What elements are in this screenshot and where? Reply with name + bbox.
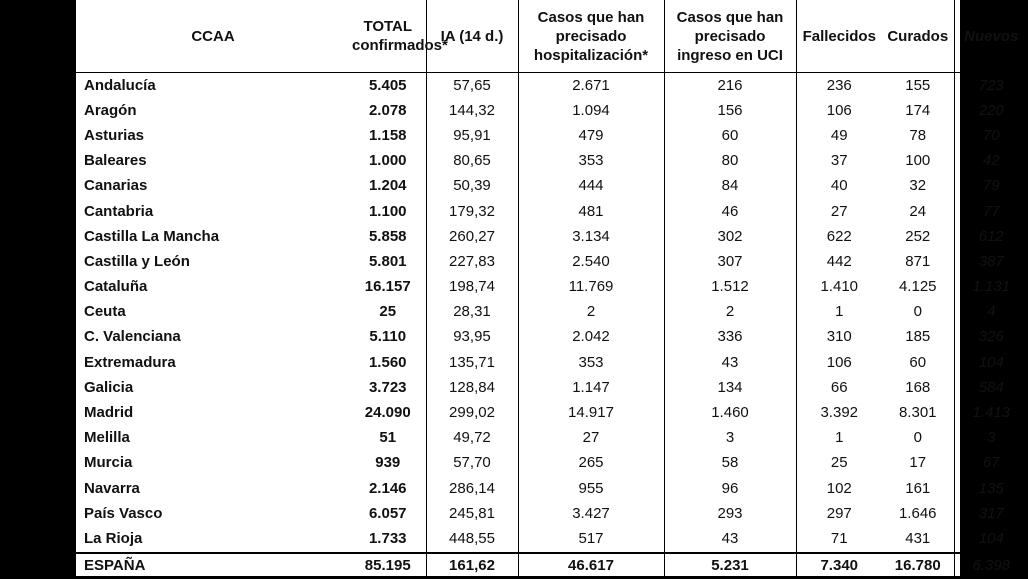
table-row — [76, 98, 1028, 123]
cell-curados: 185 — [905, 328, 931, 346]
cell-fallecidos: 37 — [796, 149, 882, 174]
cell-uci: 2 — [664, 300, 796, 325]
cell-ia: 448,55 — [426, 526, 518, 552]
header-total — [350, 0, 448, 73]
header-total-line-2: confirmados* — [352, 37, 448, 54]
cell-curados: 168 — [905, 378, 931, 396]
cell-uci: 134 — [664, 375, 796, 400]
cell-nuevos: 387 — [954, 249, 1028, 274]
cell-ccaa: Ceuta — [84, 303, 126, 321]
cell-ia: 198,74 — [426, 275, 518, 300]
cell-ccaa: Asturias — [84, 126, 145, 144]
header-uci — [664, 0, 796, 73]
cell-total: 85.195 — [350, 553, 426, 579]
header-ccaa: CCAA — [76, 0, 350, 73]
cell-nuevos: 67 — [954, 451, 1028, 476]
cell-ia: 95,91 — [426, 123, 518, 148]
table-row — [76, 249, 1028, 274]
cell-total: 1.204 — [368, 177, 407, 195]
covid-data-table — [76, 0, 1028, 579]
cell-hosp: 517 — [518, 526, 664, 552]
cell-ia: 260,27 — [426, 224, 518, 249]
cell-ccaa: Cantabria — [84, 202, 154, 220]
cell-curados: 60 — [909, 353, 927, 371]
cell-total: 24.090 — [364, 404, 411, 422]
cell-ccaa: Castilla La Mancha — [84, 227, 220, 245]
cell-hosp: 3.427 — [518, 501, 664, 526]
cell-total: 6.057 — [368, 504, 407, 522]
cell-fallecidos: 25 — [796, 451, 882, 476]
cell-nuevos: 104 — [954, 526, 1028, 552]
cell-nuevos: 220 — [954, 98, 1028, 123]
cell-uci: 80 — [664, 149, 796, 174]
cell-ia: 128,84 — [426, 375, 518, 400]
header-hosp — [518, 0, 664, 73]
table-row — [76, 149, 1028, 174]
cell-uci: 1.512 — [664, 275, 796, 300]
cell-fallecidos: 1 — [796, 426, 882, 451]
cell-ccaa: Cataluña — [84, 278, 148, 296]
cell-total: 1.560 — [368, 353, 407, 371]
cell-ccaa: La Rioja — [84, 529, 143, 547]
total-row — [76, 553, 1028, 579]
cell-total: 51 — [379, 429, 397, 447]
cell-fallecidos: 1.410 — [796, 275, 882, 300]
cell-ia: 28,31 — [426, 300, 518, 325]
cell-hosp: 353 — [518, 149, 664, 174]
header-hosp-line-1: Casos que han — [537, 8, 645, 26]
cell-ia: 227,83 — [426, 249, 518, 274]
cell-curados: 155 — [905, 76, 931, 94]
cell-fallecidos: 7.340 — [796, 553, 882, 579]
table-row — [76, 451, 1028, 476]
cell-total: 2.146 — [368, 479, 407, 497]
cell-fallecidos: 297 — [796, 501, 882, 526]
table-row — [76, 476, 1028, 501]
cell-ccaa: Andalucía — [84, 76, 156, 94]
cell-nuevos: 584 — [954, 375, 1028, 400]
cell-nuevos: 70 — [954, 123, 1028, 148]
table-row — [76, 174, 1028, 199]
cell-uci: 5.231 — [664, 553, 796, 579]
cell-hosp: 46.617 — [518, 553, 664, 579]
table-row — [76, 375, 1028, 400]
cell-total: 5.801 — [368, 252, 407, 270]
cell-total: 1.100 — [368, 202, 407, 220]
cell-nuevos: 723 — [954, 73, 1028, 99]
cell-nuevos: 104 — [954, 350, 1028, 375]
cell-total: 16.157 — [364, 278, 411, 296]
cell-ccaa: Murcia — [84, 454, 133, 472]
cell-curados: 24 — [909, 202, 927, 220]
cell-ccaa: C. Valenciana — [84, 328, 181, 346]
cell-curados: 8.301 — [898, 404, 937, 422]
cell-uci: 302 — [664, 224, 796, 249]
cell-total: 1.000 — [368, 152, 407, 170]
cell-ia: 57,70 — [426, 451, 518, 476]
cell-ia: 286,14 — [426, 476, 518, 501]
header-ia: IA (14 d.) — [426, 0, 518, 73]
cell-ia: 50,39 — [426, 174, 518, 199]
cell-total: 5.858 — [368, 227, 407, 245]
cell-total: 2.078 — [368, 101, 407, 119]
cell-ia: 57,65 — [426, 73, 518, 99]
cell-fallecidos: 310 — [796, 325, 882, 350]
table-row — [76, 123, 1028, 148]
cell-ccaa: Aragón — [84, 101, 137, 119]
cell-ia: 49,72 — [426, 426, 518, 451]
cell-fallecidos: 66 — [796, 375, 882, 400]
table-row — [76, 73, 1028, 99]
cell-total: 1.733 — [368, 529, 407, 547]
cell-hosp: 2 — [518, 300, 664, 325]
cell-nuevos: 4 — [954, 300, 1028, 325]
table-row — [76, 501, 1028, 526]
cell-nuevos: 3 — [954, 426, 1028, 451]
cell-ia: 144,32 — [426, 98, 518, 123]
cell-uci: 84 — [664, 174, 796, 199]
cell-hosp: 265 — [518, 451, 664, 476]
cell-ccaa: Castilla y León — [84, 252, 190, 270]
cell-hosp: 11.769 — [518, 275, 664, 300]
cell-nuevos: 317 — [954, 501, 1028, 526]
cell-hosp: 444 — [518, 174, 664, 199]
cell-ia: 299,02 — [426, 400, 518, 425]
cell-uci: 336 — [664, 325, 796, 350]
cell-uci: 307 — [664, 249, 796, 274]
table-row — [76, 350, 1028, 375]
header-nuevos: Nuevos — [954, 0, 1028, 73]
cell-total: 939 — [375, 454, 401, 472]
cell-hosp: 353 — [518, 350, 664, 375]
cell-hosp: 1.094 — [518, 98, 664, 123]
table-body — [76, 73, 1028, 579]
cell-hosp: 27 — [518, 426, 664, 451]
document-page — [76, 0, 1019, 576]
cell-curados: 871 — [905, 252, 931, 270]
table-row — [76, 426, 1028, 451]
table-row — [76, 275, 1028, 300]
cell-fallecidos: 236 — [796, 73, 882, 99]
cell-curados: 1.646 — [898, 504, 937, 522]
cell-fallecidos: 1 — [796, 300, 882, 325]
cell-uci: 58 — [664, 451, 796, 476]
cell-fallecidos: 3.392 — [796, 400, 882, 425]
cell-total: 25 — [379, 303, 397, 321]
table-row — [76, 300, 1028, 325]
table-row — [76, 400, 1028, 425]
cell-fallecidos: 106 — [796, 98, 882, 123]
cell-fallecidos: 49 — [796, 123, 882, 148]
cell-ccaa: Canarias — [84, 177, 148, 195]
cell-ccaa: Melilla — [84, 429, 130, 447]
header-hosp-line-2: precisado — [555, 27, 627, 45]
cell-ccaa: Madrid — [84, 404, 134, 422]
cell-ia: 80,65 — [426, 149, 518, 174]
cell-curados: 78 — [909, 126, 927, 144]
cell-curados: 0 — [913, 429, 922, 447]
cell-curados: 252 — [905, 227, 931, 245]
cell-hosp: 479 — [518, 123, 664, 148]
cell-curados: 100 — [905, 152, 931, 170]
header-uci-line-2: precisado — [694, 27, 766, 45]
table-row — [76, 526, 1028, 552]
cell-fallecidos: 102 — [796, 476, 882, 501]
header-uci-line-3: ingreso en UCI — [677, 46, 783, 64]
cell-fallecidos: 27 — [796, 199, 882, 224]
cell-total: 1.158 — [368, 126, 407, 144]
cell-uci: 60 — [664, 123, 796, 148]
cell-curados: 17 — [909, 454, 927, 472]
cell-uci: 43 — [664, 350, 796, 375]
header-hosp-line-3: hospitalización* — [533, 46, 649, 64]
cell-uci: 96 — [664, 476, 796, 501]
cell-nuevos: 6.398 — [954, 553, 1028, 579]
table-row — [76, 325, 1028, 350]
cell-total: 3.723 — [368, 378, 407, 396]
cell-uci: 1.460 — [664, 400, 796, 425]
cell-fallecidos: 71 — [796, 526, 882, 552]
cell-fallecidos: 40 — [796, 174, 882, 199]
header-fallecidos: Fallecidos — [796, 0, 882, 73]
cell-uci: 43 — [664, 526, 796, 552]
table-row — [76, 224, 1028, 249]
cell-uci: 3 — [664, 426, 796, 451]
cell-hosp: 2.671 — [518, 73, 664, 99]
cell-total: 5.110 — [369, 328, 407, 346]
cell-ia: 135,71 — [426, 350, 518, 375]
table-header — [76, 0, 1028, 73]
cell-hosp: 2.540 — [518, 249, 664, 274]
cell-uci: 216 — [664, 73, 796, 99]
cell-hosp: 1.147 — [518, 375, 664, 400]
cell-hosp: 2.042 — [518, 325, 664, 350]
cell-nuevos: 77 — [954, 199, 1028, 224]
cell-fallecidos: 622 — [796, 224, 882, 249]
header-total-line-1: TOTAL — [363, 18, 413, 35]
cell-curados: 0 — [913, 303, 922, 321]
cell-hosp: 14.917 — [518, 400, 664, 425]
cell-fallecidos: 442 — [796, 249, 882, 274]
cell-uci: 156 — [664, 98, 796, 123]
cell-ia: 179,32 — [426, 199, 518, 224]
cell-ccaa: Extremadura — [84, 353, 176, 371]
cell-uci: 46 — [664, 199, 796, 224]
cell-ccaa: Galicia — [84, 378, 134, 396]
cell-nuevos: 1.413 — [954, 400, 1028, 425]
cell-curados: 4.125 — [898, 278, 937, 296]
cell-fallecidos: 106 — [796, 350, 882, 375]
cell-nuevos: 42 — [954, 149, 1028, 174]
cell-curados: 431 — [905, 529, 931, 547]
header-curados: Curados — [882, 0, 954, 73]
cell-ia: 245,81 — [426, 501, 518, 526]
table-row — [76, 199, 1028, 224]
cell-nuevos: 135 — [954, 476, 1028, 501]
cell-curados: 16.780 — [882, 553, 954, 579]
cell-ccaa: Baleares — [84, 152, 147, 170]
cell-hosp: 3.134 — [518, 224, 664, 249]
cell-nuevos: 612 — [954, 224, 1028, 249]
cell-ccaa: Navarra — [84, 479, 140, 497]
cell-hosp: 955 — [518, 476, 664, 501]
cell-curados: 32 — [909, 177, 927, 195]
cell-curados: 174 — [905, 101, 931, 119]
cell-ccaa: ESPAÑA — [76, 553, 350, 579]
cell-uci: 293 — [664, 501, 796, 526]
cell-curados: 161 — [905, 479, 931, 497]
cell-ia: 93,95 — [426, 325, 518, 350]
cell-ccaa: País Vasco — [84, 504, 163, 522]
cell-nuevos: 1.131 — [954, 275, 1028, 300]
cell-nuevos: 79 — [954, 174, 1028, 199]
cell-ia: 161,62 — [426, 553, 518, 579]
cell-hosp: 481 — [518, 199, 664, 224]
cell-nuevos: 326 — [954, 325, 1028, 350]
header-uci-line-1: Casos que han — [676, 8, 784, 26]
cell-total: 5.405 — [368, 76, 407, 94]
